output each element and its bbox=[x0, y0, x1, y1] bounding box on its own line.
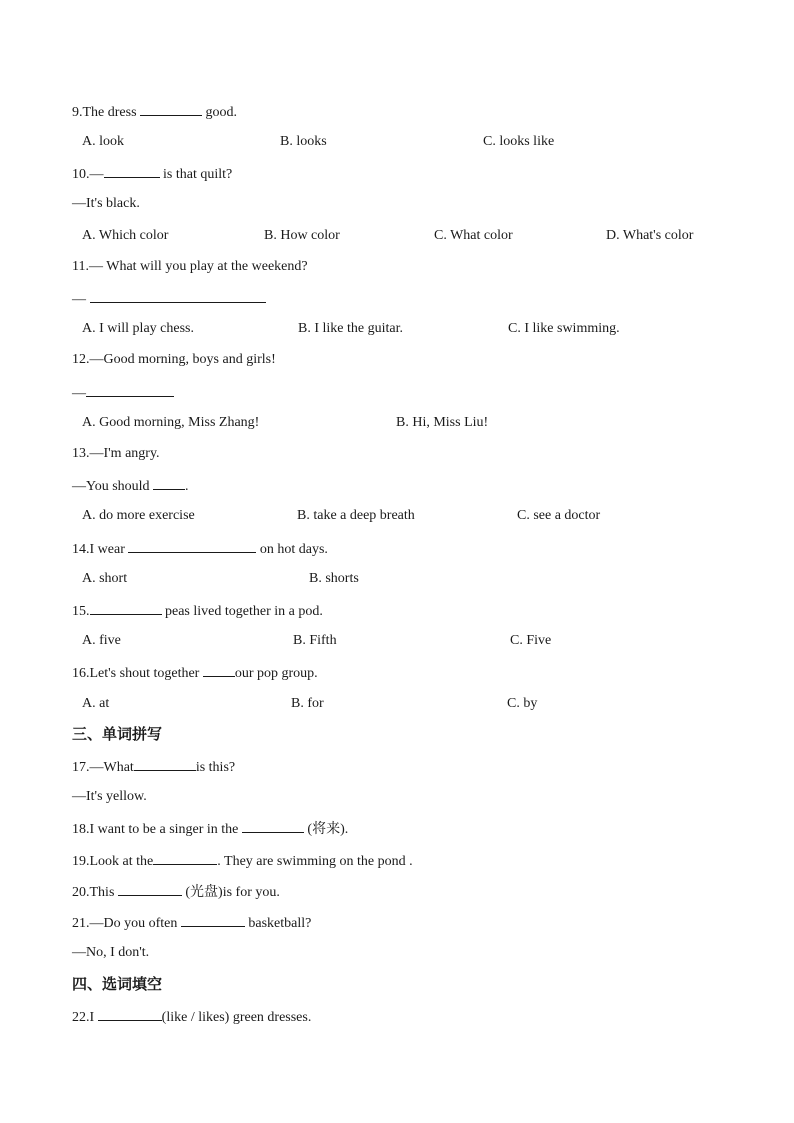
answer-blank[interactable] bbox=[203, 663, 235, 677]
option-a: A. five bbox=[82, 633, 121, 648]
question-21-stem: 21.—Do you often basketball? bbox=[72, 913, 311, 933]
question-22-stem: 22.I (like / likes) green dresses. bbox=[72, 1007, 311, 1027]
question-11-reply: — bbox=[72, 289, 266, 309]
answer-blank[interactable] bbox=[90, 601, 162, 615]
option-a: A. short bbox=[82, 571, 128, 586]
option-a: A. look bbox=[82, 134, 124, 149]
question-16-stem: 16.Let's shout together our pop group. bbox=[72, 663, 318, 683]
section-heading-word-choice: 四、选词填空 bbox=[72, 975, 163, 993]
answer-blank[interactable] bbox=[86, 383, 174, 397]
question-11-stem: 11.— What will you play at the weekend? bbox=[72, 259, 308, 274]
option-b: B. looks bbox=[280, 134, 327, 149]
question-18-stem: 18.I want to be a singer in the (将来). bbox=[72, 819, 348, 839]
question-17-stem: 17.—What is this? bbox=[72, 757, 235, 777]
option-b: B. for bbox=[291, 696, 324, 711]
option-c: C. see a doctor bbox=[517, 508, 601, 523]
question-19-stem: 19.Look at the . They are swimming on the pond . bbox=[72, 851, 413, 871]
option-b: B. shorts bbox=[309, 571, 359, 586]
question-13-reply: —You should . bbox=[72, 476, 189, 496]
option-b: B. Fifth bbox=[293, 633, 337, 648]
option-a: A. Good morning, Miss Zhang! bbox=[82, 415, 260, 430]
question-20-stem: 20.This (光盘)is for you. bbox=[72, 882, 280, 902]
option-a: A. at bbox=[82, 696, 110, 711]
answer-blank[interactable] bbox=[242, 819, 304, 833]
answer-blank[interactable] bbox=[128, 539, 256, 553]
option-b: B. take a deep breath bbox=[297, 508, 415, 523]
option-c: C. I like swimming. bbox=[508, 321, 620, 336]
option-a: A. Which color bbox=[82, 228, 169, 243]
question-17-answer: —It's yellow. bbox=[72, 789, 147, 804]
question-13-stem: 13.—I'm angry. bbox=[72, 446, 160, 461]
option-c: C. looks like bbox=[483, 134, 555, 149]
answer-blank[interactable] bbox=[181, 913, 245, 927]
option-a: A. do more exercise bbox=[82, 508, 195, 523]
question-21-answer: —No, I don't. bbox=[72, 945, 150, 960]
option-d: D. What's color bbox=[606, 228, 694, 243]
question-9-stem: 9.The dress good. bbox=[72, 102, 237, 122]
answer-blank[interactable] bbox=[104, 164, 160, 178]
option-b: B. I like the guitar. bbox=[298, 321, 403, 336]
answer-blank[interactable] bbox=[134, 757, 196, 771]
option-b: B. Hi, Miss Liu! bbox=[396, 415, 489, 430]
question-10-stem: 10.— is that quilt? bbox=[72, 164, 232, 184]
answer-blank[interactable] bbox=[90, 289, 266, 303]
question-10-answer: —It's black. bbox=[72, 196, 140, 211]
question-14-stem: 14.I wear on hot days. bbox=[72, 539, 328, 559]
question-12-stem: 12.—Good morning, boys and girls! bbox=[72, 352, 276, 367]
option-c: C. by bbox=[507, 696, 538, 711]
question-15-stem: 15. peas lived together in a pod. bbox=[72, 601, 323, 621]
section-heading-spelling: 三、单词拼写 bbox=[72, 725, 163, 743]
answer-blank[interactable] bbox=[153, 476, 185, 490]
option-a: A. I will play chess. bbox=[82, 321, 194, 336]
answer-blank[interactable] bbox=[153, 851, 217, 865]
question-12-reply: — bbox=[72, 383, 174, 403]
answer-blank[interactable] bbox=[98, 1007, 162, 1021]
option-c: C. What color bbox=[434, 228, 513, 243]
answer-blank[interactable] bbox=[140, 102, 202, 116]
option-b: B. How color bbox=[264, 228, 340, 243]
option-c: C. Five bbox=[510, 633, 552, 648]
answer-blank[interactable] bbox=[118, 882, 182, 896]
